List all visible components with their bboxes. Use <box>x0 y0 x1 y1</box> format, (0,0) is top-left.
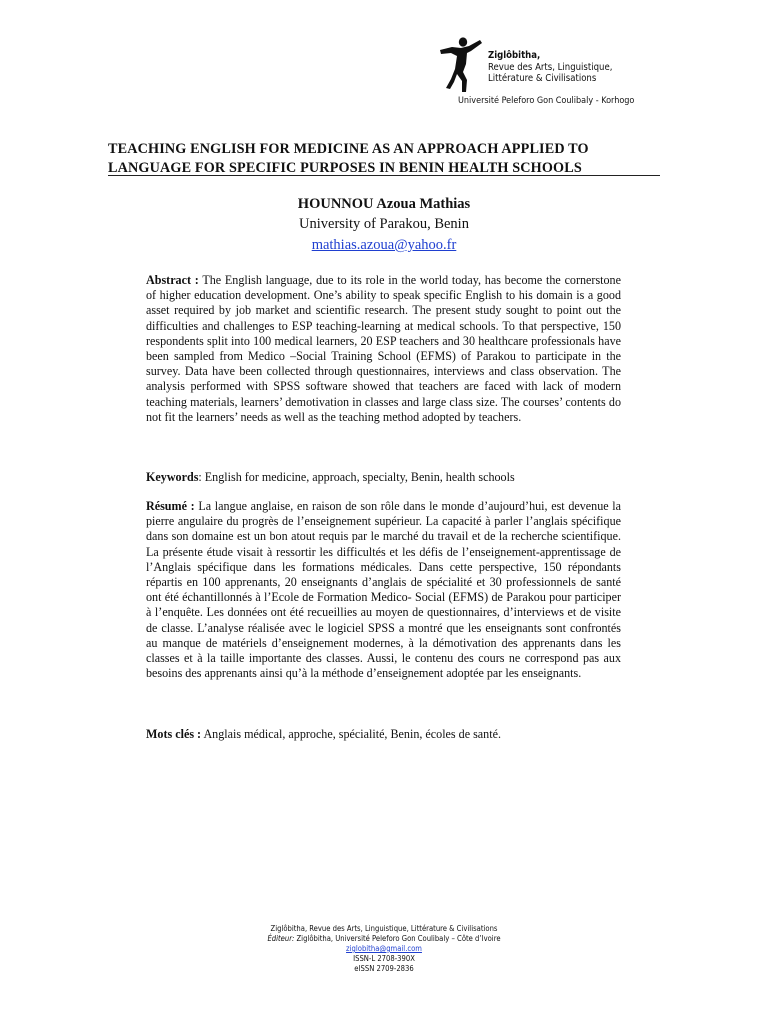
mots-cles-label: Mots clés : <box>146 727 202 741</box>
dancing-figure-logo <box>436 36 484 94</box>
keywords-paragraph <box>146 470 621 485</box>
page-footer <box>0 924 768 974</box>
footer-email-link[interactable]: ziglobitha@gmail.com <box>346 944 422 953</box>
mots-cles-text: Anglais médical, approche, spécialité, Benin, écoles de santé. <box>203 727 501 741</box>
journal-university: Université Peleforo Gon Coulibaly - Korhogo <box>458 96 635 106</box>
abstract-paragraph <box>146 273 621 425</box>
footer-editor-text: Ziglôbitha, Université Peleforo Gon Coulibaly – Côte d’Ivoire <box>296 934 501 943</box>
author-affiliation: University of Parakou, Benin <box>299 216 469 232</box>
title-divider <box>108 175 660 176</box>
abstract-text: The English language, due to its role in the world today, has become the cornerstone of higher education development. One’s ability to speak specific English to his domain is a good asset required by job market and scientific research. The present study sought to point out the difficulties and challenges to ESP teaching-learning at medical schools. To that perspective, 150 respondents split into 100 medical learners, 20 ESP teachers and 30 healthcare professionals have been sampled from Medico –Social Training School (EFMS) of Parakou to participate in the survey. Data have been collected through questionnaires, interviews and class observation. The analysis performed with SPSS software showed that teachers are faced with lack of modern teaching materials, learners’ demotivation in classes and large class size. The courses’ contents do not fit the learners’ needs as well as the teaching method adopted by teachers. <box>146 273 621 424</box>
journal-header <box>430 36 660 116</box>
keywords-label: Keywords <box>146 470 199 484</box>
footer-editor-label: Éditeur: <box>267 934 295 943</box>
footer-journal-line: Ziglôbitha, Revue des Arts, Linguistique, Littérature & Civilisations <box>270 924 498 933</box>
author-name: HOUNNOU Azoua Mathias <box>297 196 471 212</box>
resume-paragraph <box>146 499 621 681</box>
abstract-label: Abstract : <box>146 273 199 287</box>
resume-text: La langue anglaise, en raison de son rôle dans le monde d’aujourd’hui, est devenue la pierre angulaire du progrès de l’enseignement supérieur. La capacité à parler l’anglais spécifique dans son domaine est un bon atout requis par le marché du travail et de la recherche scientifique. La présente étude visait à ressortir les difficultés et les défis de l’enseignement-apprentissage de l’Anglais spécifique dans les formations médicales. Dans cette perspective, 150 répondants répartis en 100 apprenants, 20 enseignants d’anglais de spécialité et 30 professionnels de santé ont été échantillonnés à l’Ecole de Formation Medico- Social (EFMS) de Parakou pour participer à l’enquête. Les données ont été recueillies au moyen de questionnaires, d’interviews et de visite de classe. L’analyse réalisée avec le logiciel SPSS a montré que les enseignants sont confrontés au manque de matériels d’enseignement modernes, à la démotivation des apprenants dans les classes et à la taille importante des classes. Aussi, le contenu des cours ne correspond pas aux besoins des apprenants ainsi qu’à la méthode d’enseignement adoptée par les enseignants. <box>146 499 621 681</box>
author-block <box>0 194 768 255</box>
journal-subtitle-line2: Littérature & Civilisations <box>488 73 597 84</box>
footer-editor-line <box>0 934 768 944</box>
mots-cles-paragraph <box>146 727 621 742</box>
journal-subtitle-line1: Revue des Arts, Linguistique, <box>488 61 613 73</box>
author-email-link[interactable]: mathias.azoua@yahoo.fr <box>311 237 457 253</box>
journal-title-block <box>488 50 612 85</box>
paper-title-line2: LANGUAGE FOR SPECIFIC PURPOSES IN BENIN HEALTH SCHOOLS <box>108 159 582 176</box>
paper-title-line1: TEACHING ENGLISH FOR MEDICINE AS AN APPROACH APPLIED TO <box>108 141 589 157</box>
resume-label: Résumé : <box>146 499 195 513</box>
keywords-text: : English for medicine, approach, specialty, Benin, health schools <box>198 470 515 484</box>
footer-eissn: eISSN 2709-2836 <box>354 964 414 973</box>
footer-issn: ISSN-L 2708-390X <box>353 954 415 963</box>
paper-title <box>108 140 664 177</box>
journal-name: Ziglôbitha, <box>488 50 541 61</box>
